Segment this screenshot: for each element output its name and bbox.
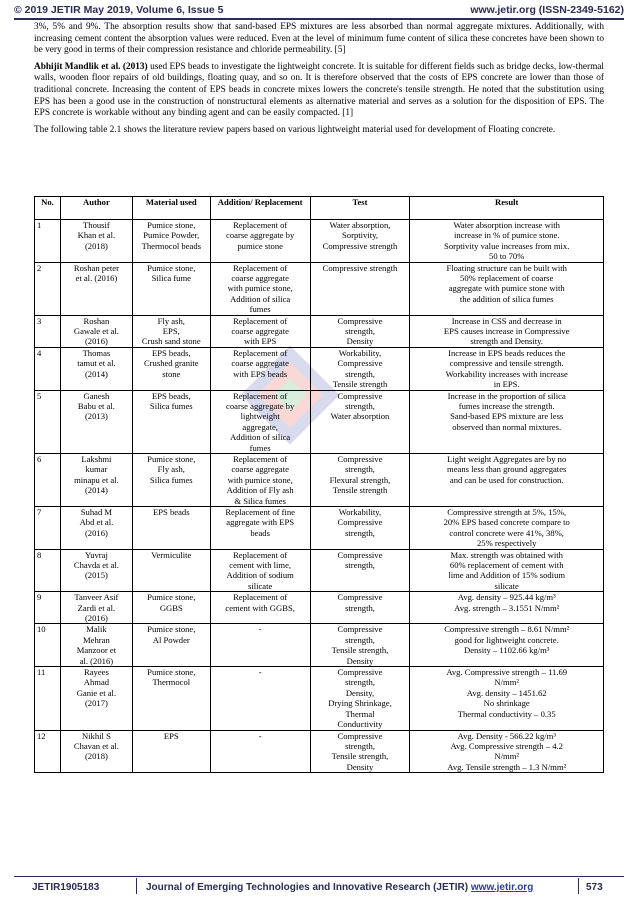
cell-line: Compressive — [337, 358, 383, 369]
cell-line: Abd et al. — [79, 517, 114, 528]
cell-line: (2017) — [84, 698, 108, 709]
cell-line: (2018) — [84, 240, 108, 251]
cell-line: Replacement of — [233, 453, 288, 464]
cell-no: 12 — [35, 730, 61, 773]
cell-line: Yuvraj — [84, 549, 108, 560]
cell-author — [60, 220, 132, 263]
cell-test — [310, 347, 410, 390]
column-header: Author — [60, 197, 132, 220]
cell-line: in EPS. — [493, 379, 520, 390]
table-row — [35, 390, 604, 453]
cell-line: strength, — [345, 560, 375, 570]
cell-line: Conductivity — [337, 719, 383, 730]
paper-id: JETIR1905183 — [32, 882, 100, 893]
cell-line: Compressive — [337, 667, 383, 678]
cell-line: Al Powder — [152, 634, 190, 645]
cell-line: al. (2016) — [79, 655, 114, 666]
cell-no: 5 — [35, 390, 61, 453]
cell-line: fumes — [249, 442, 271, 453]
cell-result — [410, 592, 604, 624]
cell-line: Tensile strength — [332, 485, 388, 496]
cell-line: Workability, — [338, 347, 382, 358]
table-row — [35, 667, 604, 730]
cell-no: 1 — [35, 220, 61, 263]
cell-author — [60, 347, 132, 390]
cell-line: strength, — [345, 634, 375, 645]
cell-line: Compressive strength — [322, 262, 398, 273]
cell-line: lightweight — [240, 411, 280, 422]
cell-line: Replacement of — [233, 315, 288, 326]
cell-line: Thermocol beads — [141, 240, 201, 251]
cell-material — [132, 730, 210, 773]
literature-review-table — [34, 196, 604, 773]
cell-line: strength, — [345, 527, 375, 538]
cell-addition — [210, 347, 310, 390]
cell-line: Tensile strength, — [331, 645, 389, 656]
cell-material — [132, 624, 210, 667]
cell-line: coarse aggregate by — [226, 230, 295, 241]
cell-line: Ganie et al. — [76, 687, 117, 698]
cell-line: Density — [346, 761, 374, 772]
cell-line: Pumice Powder, — [143, 230, 200, 241]
table-header-row — [35, 197, 604, 220]
cell-line: silicate — [494, 580, 519, 591]
cell-result — [410, 390, 604, 453]
journal-name — [146, 882, 533, 893]
cell-line: Fly ash, — [157, 464, 185, 475]
cell-line: means less than ground aggregates — [447, 464, 567, 475]
cell-author — [60, 624, 132, 667]
cell-line: silicate — [247, 580, 273, 591]
cell-line: (2016) — [84, 336, 108, 347]
cell-line: Water absorption increase with — [453, 220, 560, 230]
cell-test — [310, 453, 410, 506]
cell-line: Compressive — [337, 624, 383, 635]
cell-author — [60, 730, 132, 773]
table-row — [35, 624, 604, 667]
cell-line: Pumice stone, — [147, 592, 196, 603]
cell-line: Floating structure can be built with — [446, 262, 567, 273]
cell-material — [132, 667, 210, 730]
cell-line: Avg. Compressive strength – 11.69 — [446, 667, 568, 678]
cell-line: Crushed granite — [143, 358, 199, 369]
cell-line: Gawale et al. — [73, 326, 119, 337]
paragraph-2-text: used EPS beads to investigate the lightweight concrete. It is suitable for different fields such as bridge decks, low-thermal walls, wooden floor repairs of old buildings, floating quay, and so on. It is therefore observed that the costs of EPS concrete are lower than those of traditional concrete. Increasing the content of EPS beads in concrete mixes lowers the concrete's tensile strength. He noted that the substitution using EPS has been a good use in the construction of nonstructural elements as alternative material and serves as a solution for the disposition of EPS. The EPS concrete is workable without any binding agent and can be easily compacted. [1] — [34, 61, 605, 119]
cell-line: good for lightweight concrete. — [454, 634, 559, 645]
journal-title: Journal of Emerging Technologies and Innovative Research (JETIR) — [146, 882, 471, 893]
cell-line: Sorptivity, — [342, 230, 378, 241]
table-row — [35, 262, 604, 315]
table-row — [35, 506, 604, 549]
cell-line: kumar — [85, 464, 108, 475]
cell-line: aggregate with pumice stone with — [448, 283, 565, 294]
cell-line: Pumice stone, — [147, 262, 196, 273]
cell-line: - — [258, 667, 262, 678]
cell-no: 9 — [35, 592, 61, 624]
cell-addition — [210, 592, 310, 624]
cell-material — [132, 506, 210, 549]
cell-line: (2015) — [84, 570, 108, 581]
cell-author — [60, 506, 132, 549]
column-header: Material used — [132, 197, 210, 220]
cell-addition — [210, 506, 310, 549]
cell-line: fumes — [249, 304, 271, 315]
cell-line: (2014) — [84, 368, 108, 379]
cell-line: Compressive — [337, 390, 383, 401]
cell-material — [132, 592, 210, 624]
cell-material — [132, 347, 210, 390]
cell-line: Replacement of — [233, 390, 288, 401]
cell-line: coarse aggregate — [231, 464, 289, 475]
cell-line: Water absorption, — [329, 220, 391, 230]
cell-addition — [210, 220, 310, 263]
cell-line: (2016) — [84, 613, 108, 624]
cell-line: strength, — [345, 400, 375, 411]
cell-line: Density — [346, 336, 374, 347]
cell-addition — [210, 315, 310, 347]
table-row — [35, 592, 604, 624]
cell-line: EPS, — [162, 326, 180, 337]
cell-line: (2013) — [84, 411, 108, 422]
cell-line: EPS causes increase in Compressive — [443, 326, 570, 337]
cell-line: Avg. Compressive strength – 4.2 — [450, 740, 563, 751]
cell-line: stone — [162, 368, 181, 379]
footer-divider — [578, 878, 579, 894]
cell-material — [132, 262, 210, 315]
cell-line: minapu et al. — [74, 474, 119, 485]
cell-author — [60, 667, 132, 730]
cell-test — [310, 262, 410, 315]
cell-line: Addition of silica — [230, 293, 291, 304]
cell-line: EPS beads — [153, 506, 190, 517]
column-header: Test — [310, 197, 410, 220]
cell-line: Roshan peter — [73, 262, 119, 273]
header-rule — [14, 18, 624, 20]
cell-line: coarse aggregate — [231, 273, 289, 284]
cell-line: aggregate, — [242, 421, 278, 432]
table-row — [35, 453, 604, 506]
cell-addition — [210, 549, 310, 592]
cell-line: 20% EPS based concrete compare to — [443, 517, 570, 528]
cell-line: Ganesh — [83, 390, 110, 401]
cell-line: Workability, — [338, 506, 382, 517]
cell-addition — [210, 262, 310, 315]
cell-line: Zardi et al. — [77, 602, 116, 613]
cell-line: beads — [250, 527, 270, 538]
cell-line: compressive and tensile strength. — [449, 358, 564, 369]
cell-line: Lakshmi — [81, 453, 112, 464]
cell-line: Addition of sodium — [226, 570, 294, 581]
cell-line: Increase in CSS and decrease in — [451, 315, 562, 326]
cell-line: strength, — [345, 602, 375, 613]
cell-line: Density — [346, 655, 374, 666]
cell-line: strength and Density. — [470, 336, 544, 347]
cell-line: Thousif — [83, 220, 110, 230]
cell-no: 4 — [35, 347, 61, 390]
cell-line: with EPS — [244, 336, 277, 347]
cell-line: Silica fume — [151, 273, 191, 284]
cell-material — [132, 549, 210, 592]
cell-line: Silica fumes — [149, 474, 193, 485]
cell-line: Addition of silica — [230, 432, 291, 443]
cell-test — [310, 624, 410, 667]
table-row — [35, 220, 604, 263]
cell-line: cement with GGBS, — [225, 602, 295, 613]
table-row — [35, 730, 604, 773]
cell-addition — [210, 667, 310, 730]
cell-line: Avg. Density - 566.22 kg/m³ — [457, 730, 556, 741]
cell-addition — [210, 730, 310, 773]
cell-line: GGBS — [159, 602, 183, 613]
cell-test — [310, 220, 410, 263]
cell-author — [60, 262, 132, 315]
cell-line: tamut et al. — [77, 358, 116, 369]
table-body — [35, 220, 604, 773]
cell-material — [132, 220, 210, 263]
cell-line: Drying Shrinkage, — [328, 698, 392, 709]
cell-line: Light weight Aggregates are by no — [447, 453, 567, 464]
table-row — [35, 549, 604, 592]
cell-result — [410, 220, 604, 263]
cell-test — [310, 592, 410, 624]
paragraph-2 — [34, 62, 604, 120]
cell-author — [60, 549, 132, 592]
cell-line: Rayees — [83, 667, 109, 678]
cell-line: and can be used for construction. — [449, 474, 564, 485]
cell-author — [60, 453, 132, 506]
cell-line: EPS beads, — [151, 390, 191, 401]
cited-author: Abhijit Mandlik et al. (2013) — [34, 61, 148, 72]
cell-line: 50% replacement of coarse — [460, 273, 554, 284]
cell-line: 60% replacement of cement with — [449, 560, 564, 570]
cell-material — [132, 453, 210, 506]
cell-line: Crush sand stone — [141, 336, 201, 347]
cell-result — [410, 347, 604, 390]
cell-result — [410, 730, 604, 773]
cell-line: Suhad M — [80, 506, 113, 517]
cell-line: strength, — [345, 326, 375, 337]
cell-line: Avg. density – 925.44 kg/m³ — [457, 592, 556, 603]
cell-line: Thermal — [345, 708, 375, 719]
footer-rule — [14, 876, 624, 877]
cell-line: Mehran — [83, 634, 110, 645]
cell-line: Replacement of — [233, 592, 288, 603]
cell-line: - — [258, 730, 262, 741]
cell-result — [410, 262, 604, 315]
paragraph-1: 3%, 5% and 9%. The absorption results show that sand-based EPS mixtures are less absorbed than normal aggregate mixtures. Additionally, with increasing cement content the absorption values were reduced. Even at the level of minimum fume content of silica these concretes have been shown to be very good in terms of their compression resistance and chloride permeability. [5] — [34, 22, 604, 56]
cell-line: with pumice stone, — [227, 474, 293, 485]
cell-result — [410, 453, 604, 506]
cell-line: Replacement of — [233, 347, 288, 358]
cell-no: 11 — [35, 667, 61, 730]
cell-line: Replacement of fine — [225, 506, 295, 517]
cell-line: Replacement of — [233, 220, 288, 230]
cell-line: Nikhil S — [81, 730, 111, 741]
cell-line: Babu et al. — [77, 400, 115, 411]
cell-addition — [210, 624, 310, 667]
cell-line: N/mm² — [494, 677, 519, 688]
cell-line: Replacement of — [233, 549, 288, 560]
cell-line: Thermocol — [152, 677, 191, 688]
column-header: No. — [35, 197, 61, 220]
cell-line: Sand-based EPS mixture are less — [450, 411, 564, 422]
cell-line: Chavan et al. — [73, 740, 119, 751]
page-header — [14, 4, 624, 18]
cell-line: the addition of silica fumes — [459, 293, 554, 304]
journal-issue: © 2019 JETIR May 2019, Volume 6, Issue 5 — [14, 4, 224, 16]
page-number: 573 — [586, 882, 603, 893]
cell-line: with EPS beads — [233, 368, 288, 379]
cell-line: Compressive — [337, 453, 383, 464]
cell-line: strength, — [345, 740, 375, 751]
cell-line: Increase in EPS beads reduces the — [448, 347, 566, 358]
cell-line: EPS — [163, 730, 179, 741]
cell-line: Manzoor et — [76, 645, 117, 656]
cell-line: Compressive — [337, 549, 383, 560]
cell-line: strength, — [345, 368, 375, 379]
cell-test — [310, 730, 410, 773]
cell-line: Tensile strength — [332, 379, 388, 390]
cell-line: Compressive — [337, 592, 383, 603]
cell-result — [410, 624, 604, 667]
cell-line: Addition of Fly ash — [226, 485, 294, 496]
cell-no: 7 — [35, 506, 61, 549]
cell-line: Fly ash, — [157, 315, 185, 326]
cell-no: 8 — [35, 549, 61, 592]
cell-author — [60, 592, 132, 624]
cell-line: pumice stone — [237, 240, 283, 251]
cell-line: Tensile strength, — [331, 751, 389, 762]
cell-line: increase in % of pumice stone. — [453, 230, 560, 241]
cell-line: Pumice stone, — [147, 220, 196, 230]
cell-line: No shrinkage — [483, 698, 530, 709]
column-header: Addition/ Replacement — [210, 197, 310, 220]
cell-author — [60, 390, 132, 453]
cell-line: strength, — [345, 677, 375, 688]
table-row — [35, 315, 604, 347]
cell-line: Pumice stone, — [147, 624, 196, 635]
cell-line: Avg. Tensile strength – 1.3 N/mm² — [447, 761, 567, 772]
cell-result — [410, 315, 604, 347]
cell-line: Flexural strength, — [329, 474, 391, 485]
cell-line: EPS beads, — [151, 347, 191, 358]
cell-line: Compressive — [337, 315, 383, 326]
cell-result — [410, 549, 604, 592]
cell-line: Compressive strength – 8.61 N/mm² — [444, 624, 570, 635]
cell-line: Roshan — [83, 315, 110, 326]
cell-test — [310, 390, 410, 453]
journal-website[interactable]: www.jetir.org (ISSN-2349-5162) — [470, 4, 624, 16]
cell-line: Thermal conductivity – 0.35 — [457, 708, 556, 719]
cell-line: Khan et al. — [77, 230, 116, 241]
cell-line: coarse aggregate by — [226, 400, 295, 411]
cell-line: Chavda et al. — [73, 560, 119, 570]
cell-line: Pumice stone, — [147, 453, 196, 464]
cell-line: & Silica fumes — [234, 495, 286, 506]
paragraph-3: The following table 2.1 shows the literature review papers based on various lightweight material used for development of Floating concrete. — [34, 124, 556, 135]
cell-line: fumes increase the strength. — [458, 400, 555, 411]
cell-line: Water absorption — [330, 411, 390, 422]
cell-line: - — [258, 624, 262, 635]
cell-no: 6 — [35, 453, 61, 506]
cell-result — [410, 667, 604, 730]
cell-line: Malik — [86, 624, 107, 635]
cell-line: Compressive strength at 5%, 15%, — [447, 506, 567, 517]
cell-line: Density, — [345, 687, 375, 698]
cell-line: (2016) — [84, 527, 108, 538]
cell-line: N/mm² — [494, 751, 519, 762]
table-row — [35, 347, 604, 390]
footer-divider — [136, 878, 137, 894]
article-body — [34, 22, 604, 141]
column-header: Result — [410, 197, 604, 220]
cell-line: Tanveer Asif — [74, 592, 119, 603]
cell-test — [310, 549, 410, 592]
cell-line: control concrete were 41%, 38%, — [449, 527, 564, 538]
cell-no: 10 — [35, 624, 61, 667]
cell-line: observed than normal mixtures. — [452, 421, 562, 432]
cell-line: Avg. density – 1451.62 — [466, 687, 547, 698]
cell-test — [310, 667, 410, 730]
cell-line: cement with lime, — [229, 560, 292, 570]
cell-line: 25% respectively — [476, 538, 537, 549]
cell-addition — [210, 390, 310, 453]
cell-line: strength, — [345, 464, 375, 475]
cell-line: coarse aggregate — [231, 326, 289, 337]
cell-line: Thomas — [82, 347, 111, 358]
cell-line: Compressive — [337, 517, 383, 528]
cell-line: (2018) — [84, 751, 108, 762]
cell-line: (2014) — [84, 485, 108, 496]
cell-line: Max. strength was obtained with — [450, 549, 563, 560]
cell-line: Compressive strength — [322, 240, 398, 251]
cell-line: lime and Addition of 15% sodium — [448, 570, 566, 581]
cell-line: Compressive — [337, 730, 383, 741]
cell-line: aggregate with EPS — [226, 517, 295, 528]
journal-link[interactable]: www.jetir.org — [470, 882, 534, 893]
cell-line: Avg. strength – 3.1551 N/mm² — [454, 602, 560, 613]
cell-no: 2 — [35, 262, 61, 315]
cell-result — [410, 506, 604, 549]
cell-material — [132, 390, 210, 453]
cell-author — [60, 315, 132, 347]
cell-line: Increase in the proportion of silica — [447, 390, 566, 401]
cell-line: Pumice stone, — [147, 667, 196, 678]
cell-line: Vermiculite — [151, 549, 192, 560]
cell-no: 3 — [35, 315, 61, 347]
cell-line: coarse aggregate — [231, 358, 289, 369]
cell-addition — [210, 453, 310, 506]
cell-line: Workability increases with increase — [445, 368, 568, 379]
cell-line: Ahmad — [83, 677, 110, 688]
cell-line: 50 to 70% — [489, 251, 525, 262]
cell-line: et al. (2016) — [75, 273, 118, 284]
cell-material — [132, 315, 210, 347]
cell-line: Density – 1102.66 kg/m³ — [464, 645, 550, 656]
cell-line: with pumice stone, — [227, 283, 293, 294]
cell-line: Sorptivity value increases from mix. — [444, 240, 570, 251]
cell-test — [310, 315, 410, 347]
cell-test — [310, 506, 410, 549]
cell-line: Silica fumes — [149, 400, 193, 411]
cell-line: Replacement of — [233, 262, 288, 273]
